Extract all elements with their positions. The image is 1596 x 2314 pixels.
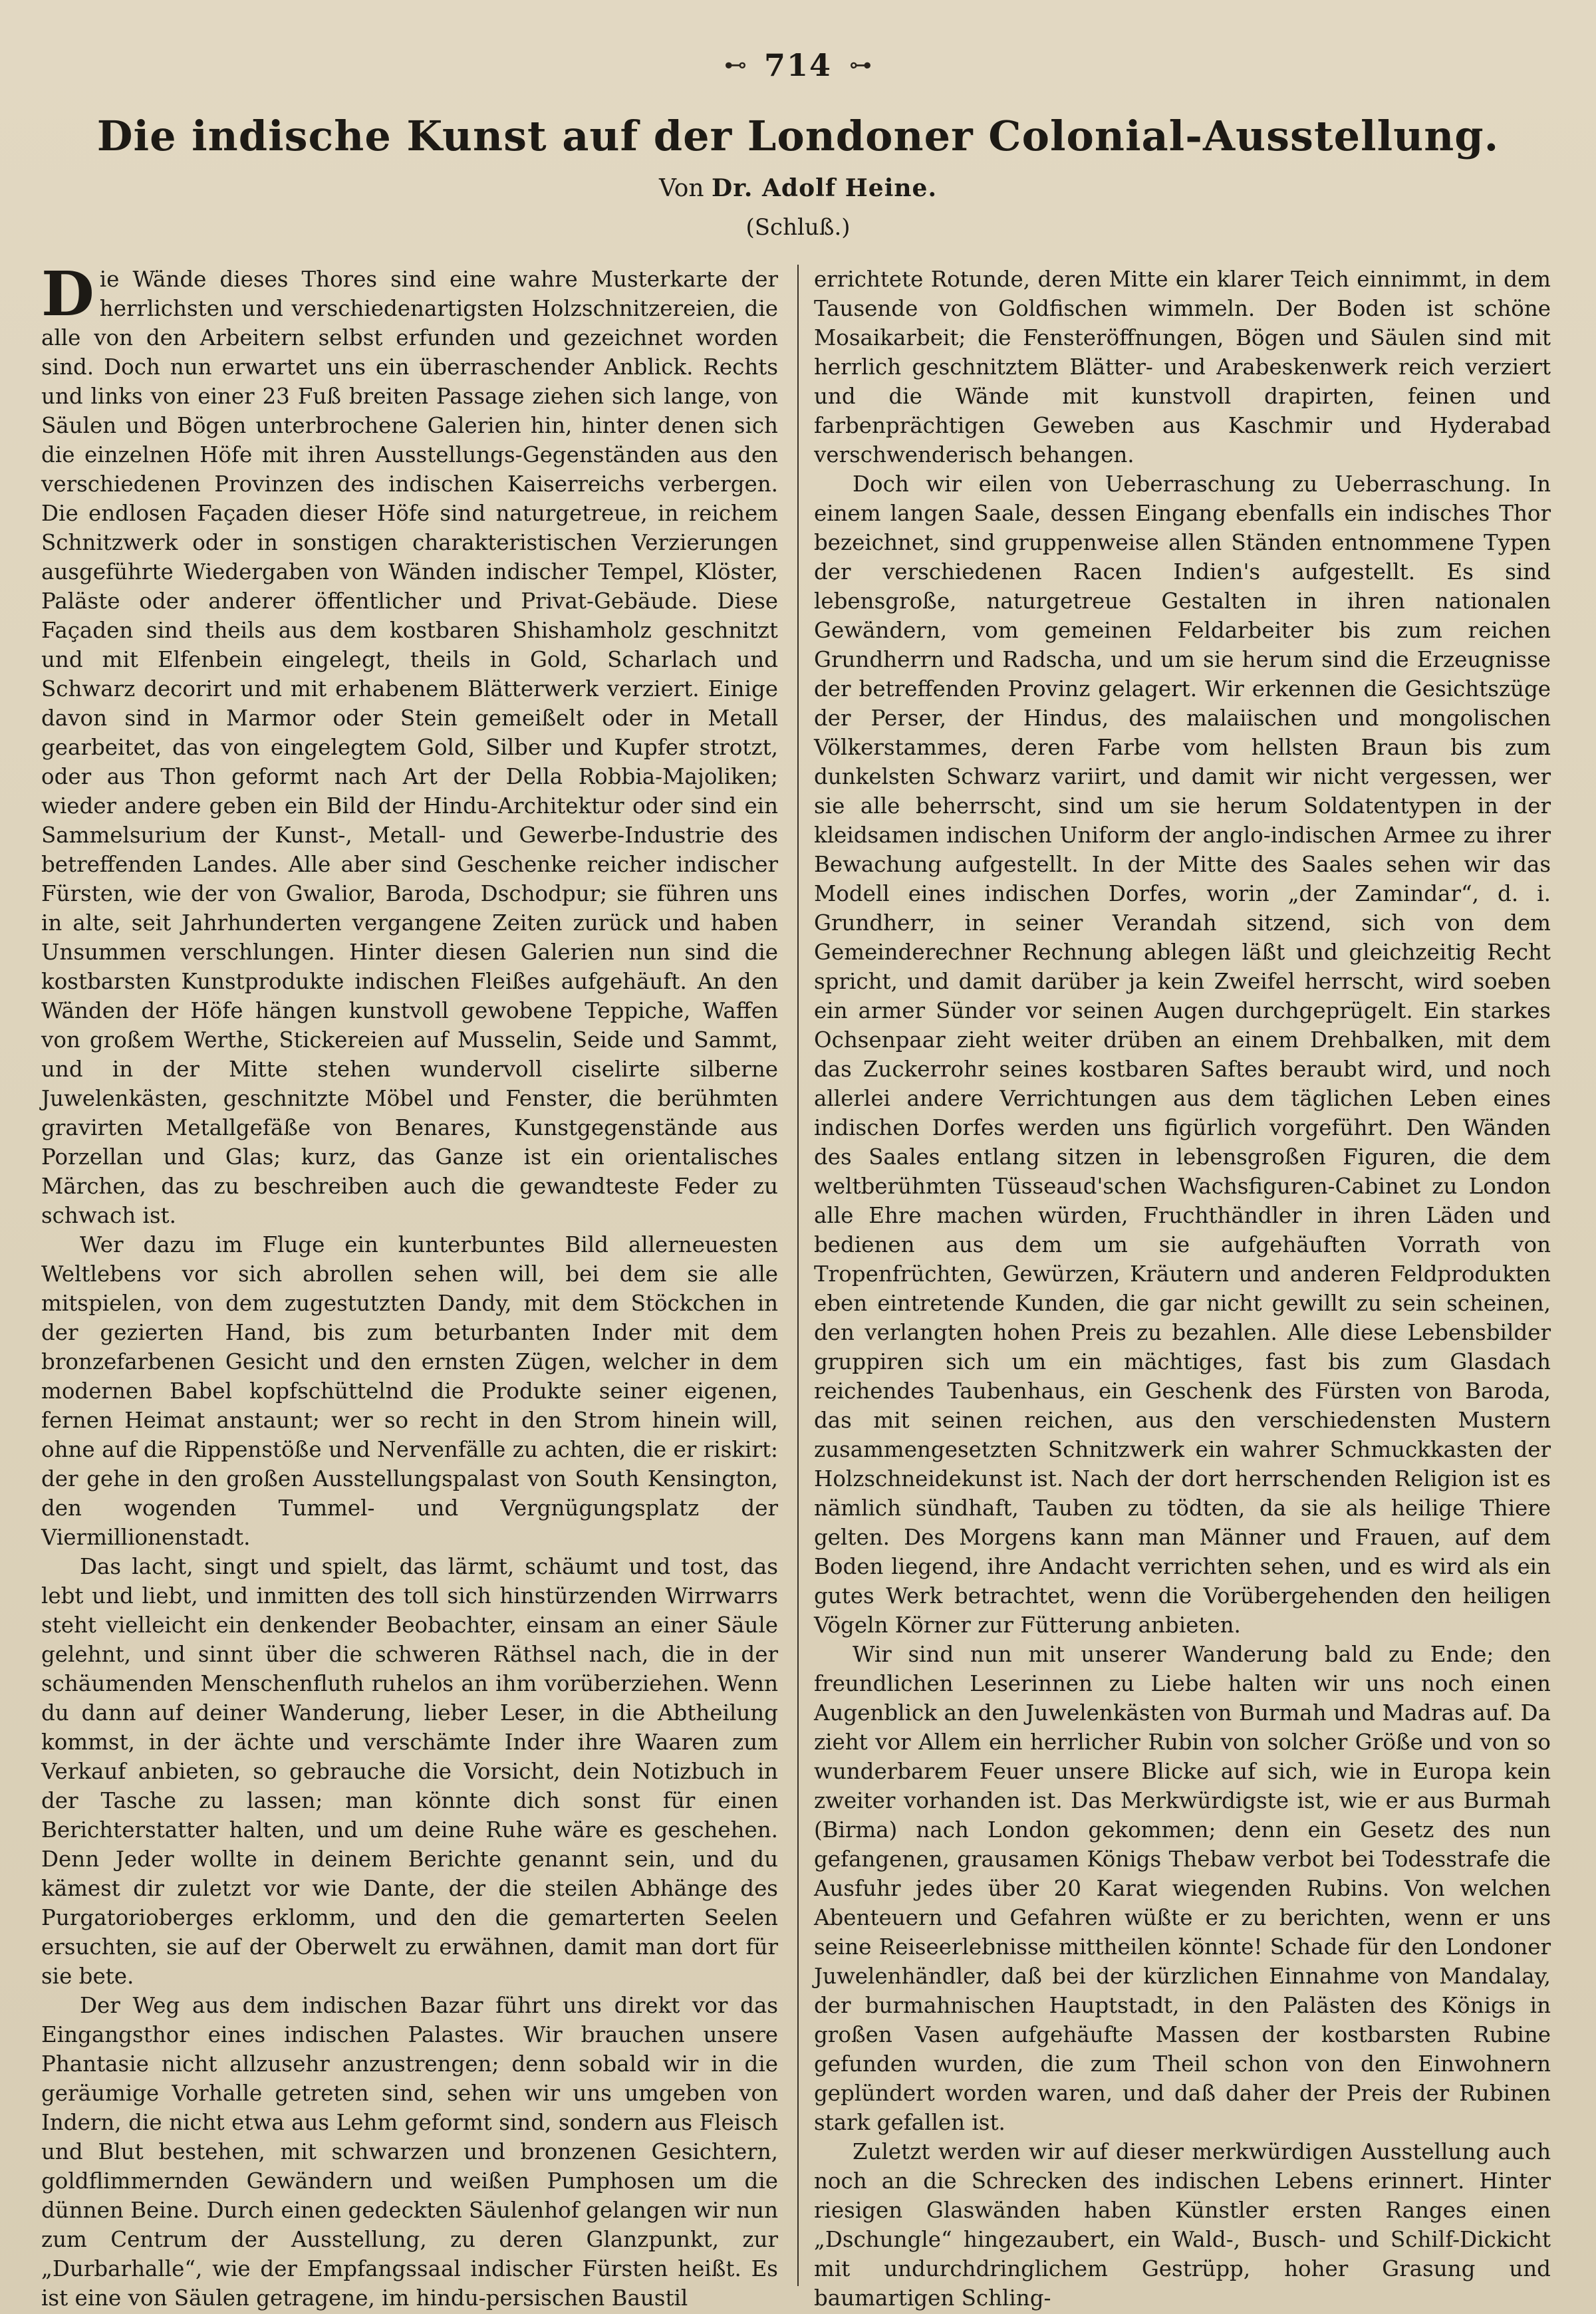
- paragraph: [41, 258, 778, 1230]
- paragraph: errichtete Rotunde, deren Mitte ein klarer Teich einnimmt, in dem Tausende von Goldfischen wimmeln. Der Boden ist schöne Mosaikarbeit; die Fensteröffnungen, Bögen und Säulen sind mit herrlich geschnitztem Blätter- und Arabeskenwerk reich verziert und die Wände mit kunstvoll drapirten, feinen und farbenprächtigen Geweben aus Kaschmir und Hyderabad verschwenderisch behangen.: [814, 267, 1551, 467]
- ornament-right-icon: ⊶: [849, 52, 872, 78]
- byline: [0, 174, 1596, 202]
- right-column: [814, 265, 1551, 2311]
- paragraph: Das lacht, singt und spielt, das lärmt, schäumt und tost, das lebt und liebt, und inmitten des toll sich hinstürzenden Wirrwarrs steht vielleicht ein denkender Beobachter, einsam an einer Säule gelehnt, und sinnt über die schweren Räthsel nach, die in der schäumenden Menschenfluth ruhelos an ihm vorüberziehen. Wenn du dann auf deiner Wanderung, lieber Leser, in die Abtheilung kommst, in der ächte und verschämte Inder ihre Waaren zum Verkauf anbieten, so gebrauche die Vorsicht, dein Notizbuch in der Tasche zu lassen; man könnte dich sonst für einen Berichterstatter halten, und um deine Ruhe wäre es geschehen. Denn Jeder wollte in deinem Berichte genannt sein, und du kämest dir zuletzt vor wie Dante, der die steilen Abhänge des Purgatorioberges erklomm, und den die gemarterten Seelen ersuchten, sie auf der Oberwelt zu erwähnen, damit man dort für sie bete.: [41, 1554, 778, 1989]
- paragraph-text: ie Wände dieses Thores sind eine wahre Musterkarte der herrlichsten und verschiedenartigsten Holzschnitzereien, die alle von den Arbeitern selbst erfunden und gezeichnet worden sind. Doch nun erwartet uns ein überraschender Anblick. Rechts und links von einer 23 Fuß breiten Passage ziehen sich lange, von Säulen und Bögen unterbrochene Galerien hin, hinter denen sich die einzelnen Höfe mit ihren Ausstellungs-Gegenständen aus den verschiedenen Provinzen des indischen Kaiserreichs verbergen. Die endlosen Façaden dieser Höfe sind naturgetreue, in reichem Schnitzwerk oder in sonstigen charakteristischen Verzierungen ausgeführte Wiedergaben von Wänden indischer Tempel, Klöster, Paläste oder anderer öffentlicher und Privat-Gebäude. Diese Façaden sind theils aus dem kostbaren Shishamholz geschnitzt und mit Elfenbein eingelegt, theils in Gold, Scharlach und Schwarz decorirt und mit erhabenem Blätterwerk verziert. Einige davon sind in Marmor oder Stein gemeißelt oder in Metall gearbeitet, das von eingelegtem Gold, Silber und Kupfer strotzt, oder aus Thon geformt nach Art der Della Robbia-Majoliken; wieder andere geben ein Bild der Hindu-Architektur oder sind ein Sammelsurium der Kunst-, Metall- und Gewerbe-Industrie des betreffenden Landes. Alle aber sind Geschenke reicher indischer Fürsten, wie der von Gwalior, Baroda, Dschodpur; sie führen uns in alte, seit Jahrhunderten vergangene Zeiten zurück und haben Unsummen verschlungen. Hinter diesen Galerien nun sind die kostbarsten Kunstprodukte indischen Fleißes aufgehäuft. An den Wänden der Höfe hängen kunstvoll gewobene Teppiche, Waffen von großem Werthe, Stickereien auf Musselin, Seide und Sammt, und in der Mitte stehen wundervoll ciselirte silberne Juwelenkästen, geschnitzte Möbel und Fenster, die berühmten gravirten Metallgefäße von Benares, Kunstgegenstände aus Porzellan und Glas; kurz, das Ganze ist ein orientalisches Märchen, das zu beschreiben auch die gewandteste Feder zu schwach ist.: [41, 267, 778, 1228]
- ornament-left-icon: ⊷: [724, 52, 747, 78]
- article-note: (Schluß.): [745, 214, 851, 241]
- page-header: [0, 39, 1596, 92]
- left-column: [41, 258, 778, 2311]
- paragraph: Der Weg aus dem indischen Bazar führt uns direkt vor das Eingangsthor eines indischen Palastes. Wir brauchen unsere Phantasie nicht allzusehr anzustrengen; denn sobald wir in die geräumige Vorhalle getreten sind, sehen wir uns umgeben von Indern, die nicht etwa aus Lehm geformt sind, sondern aus Fleisch und Blut bestehen, mit schwarzen und bronzenen Gesichtern, goldflimmernden Gewändern und weißen Pumphosen um die dünnen Beine. Durch einen gedeckten Säulenhof gelangen wir nun zum Centrum der Ausstellung, zu deren Glanzpunkt, zur „Durbarhalle“, wie der Empfangssaal indischer Fürsten heißt. Es ist eine von Säulen getragene, im hindu-persischen Baustil: [41, 1993, 778, 2311]
- column-divider: [797, 265, 799, 2286]
- article-title: Die indische Kunst auf der Londoner Colonial-Ausstellung.: [96, 112, 1500, 160]
- drop-cap: D: [41, 258, 94, 330]
- paragraph: Wir sind nun mit unserer Wanderung bald zu Ende; den freundlichen Leserinnen zu Liebe halten wir uns noch einen Augenblick an den Juwelenkästen von Burmah und Madras auf. Da zieht vor Allem ein herrlicher Rubin von solcher Größe und von so wunderbarem Feuer unsere Blicke auf sich, wie in Europa kein zweiter vorhanden ist. Das Merkwürdigste ist, wie er aus Burmah (Birma) nach London gekommen; denn ein Gesetz des nun gefangenen, grausamen Königs Thebaw verbot bei Todesstrafe die Ausfuhr jedes über 20 Karat wiegenden Rubins. Von welchen Abenteuern und Gefahren wüßte er zu berichten, wenn er uns seine Reiseerlebnisse mittheilen könnte! Schade für den Londoner Juwelenhändler, daß bei der kürzlichen Einnahme von Mandalay, der burmahnischen Hauptstadt, in den Palästen des Königs in großen Vasen aufgehäufte Massen der kostbarsten Rubine gefunden wurden, die zum Theil schon von den Einwohnern geplündert worden waren, und daß daher der Preis der Rubinen stark gefallen ist.: [814, 1642, 1551, 2135]
- paragraph: Wer dazu im Fluge ein kunterbuntes Bild allerneuesten Weltlebens vor sich abrollen sehen will, bei dem sie alle mitspielen, von dem zugestutzten Dandy, mit dem Stöckchen in der gezierten Hand, bis zum beturbanten Inder mit dem bronzefarbenen Gesicht und den ernsten Zügen, welcher in dem modernen Babel kopfschüttelnd die Produkte seiner eigenen, fernen Heimat anstaunt; wer so recht in den Strom hinein will, ohne auf die Rippenstöße und Nervenfälle zu achten, die er riskirt: der gehe in den großen Ausstellungspalast von South Kensington, den wogenden Tummel- und Vergnügungsplatz der Viermillionenstadt.: [41, 1232, 778, 1550]
- page-number: 714: [763, 47, 833, 83]
- byline-prefix: Von: [659, 175, 704, 202]
- paragraph: Zuletzt werden wir auf dieser merkwürdigen Ausstellung auch noch an die Schrecken des indischen Lebens erinnert. Hinter riesigen Glaswänden haben Künstler ersten Ranges einen „Dschungle“ hingezaubert, ein Wald-, Busch- und Schilf-Dickicht mit undurchdringlichem Gestrüpp, hoher Grasung und baumartigen Schling-: [814, 2139, 1551, 2311]
- author-name: Dr. Adolf Heine.: [712, 174, 937, 202]
- paragraph: Doch wir eilen von Ueberraschung zu Ueberraschung. In einem langen Saale, dessen Eingang ebenfalls ein indisches Thor bezeichnet, sind gruppenweise allen Ständen entnommene Typen der verschiedenen Racen Indien's aufgestellt. Es sind lebensgroße, naturgetreue Gestalten in ihren nationalen Gewändern, vom gemeinen Feldarbeiter bis zum reichen Grundherrn und Radscha, und um sie herum sind die Erzeugnisse der betreffenden Provinz gelagert. Wir erkennen die Gesichtszüge der Perser, der Hindus, des malaiischen und mongolischen Völkerstammes, deren Farbe vom hellsten Braun bis zum dunkelsten Schwarz variirt, und damit wir nicht vergessen, wer sie alle beherrscht, sind um sie herum Soldatentypen in der kleidsamen indischen Uniform der anglo-indischen Armee zu ihrer Bewachung aufgestellt. In der Mitte des Saales sehen wir das Modell eines indischen Dorfes, worin „der Zamindar“, d. i. Grundherr, in seiner Verandah sitzend, sich von dem Gemeinderechner Rechnung ablegen läßt und gleichzeitig Recht spricht, und damit darüber ja kein Zweifel herrscht, wird soeben ein armer Sünder vor seinen Augen durchgeprügelt. Ein starkes Ochsenpaar zieht weiter drüben an einem Drehbalken, mit dem das Zuckerrohr seines kostbaren Saftes beraubt wird, und noch allerlei andere Verrichtungen aus dem täglichen Leben eines indischen Dorfes werden uns figürlich vorgeführt. Den Wänden des Saales entlang sitzen in lebensgroßen Figuren, die dem weltberühmten Tüsseaud'schen Wachsfiguren-Cabinet zu London alle Ehre machen würden, Fruchthändler in ihren Läden und bedienen aus dem um sie aufgehäuften Vorrath von Tropenfrüchten, Gewürzen, Kräutern und anderen Feldprodukten eben eintretende Kunden, die gar nicht gewillt zu sein scheinen, den verlangten hohen Preis zu bezahlen. Alle diese Lebensbilder gruppiren sich um ein mächtiges, fast bis zum Glasdach reichendes Taubenhaus, ein Geschenk des Fürsten von Baroda, das mit seinen reichen, aus den verschiedensten Mustern zusammengesetzten Schnitzwerk ein wahrer Schmuckkasten der Holzschneidekunst ist. Nach der dort herrschenden Religion ist es nämlich sündhaft, Tauben zu tödten, da sie als heilige Thiere gelten. Des Morgens kann man Männer und Frauen, auf dem Boden liegend, ihre Andacht verrichten sehen, und es wird als ein gutes Werk betrachtet, wenn die Vorübergehenden den heiligen Vögeln Körner zur Fütterung anbieten.: [814, 471, 1551, 1638]
